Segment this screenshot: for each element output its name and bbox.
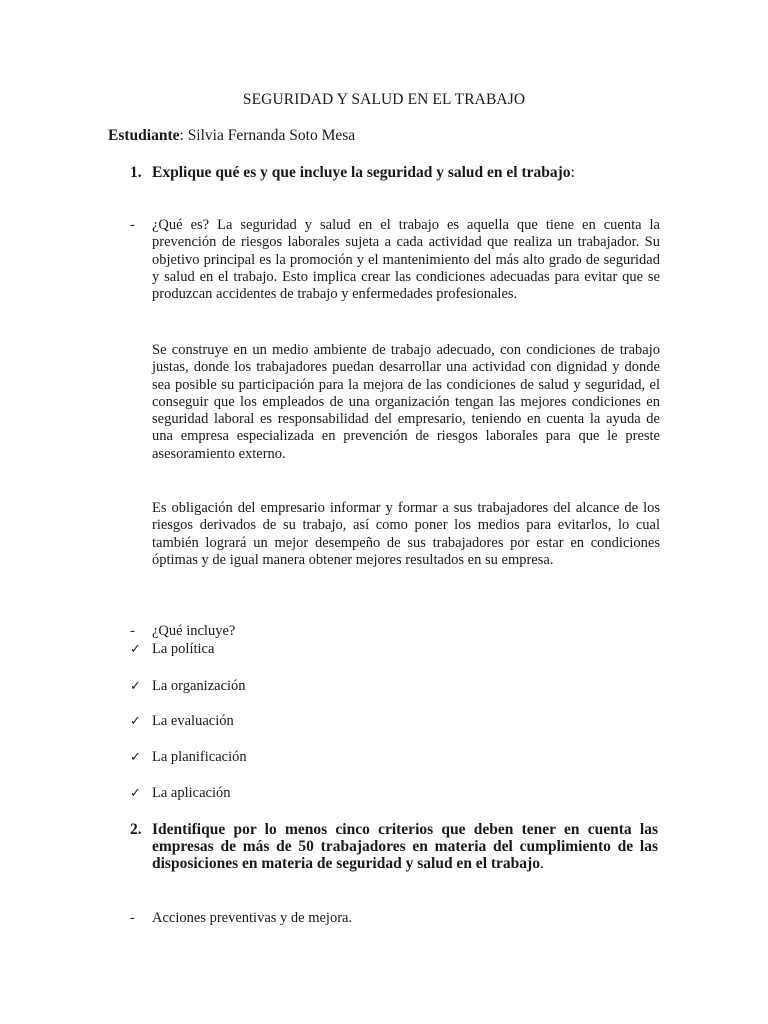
question-1 (130, 164, 658, 181)
paragraph-3: Es obligación del empresario informar y formar a sus trabajadores del alcance de los riesgos derivados de su trabajo, así como poner los medios para evitarlos, lo cual también logrará un mejor desempeño de sus trabajadores por estar en condiciones óptimas y de igual manera obtener mejores resultados en su empresa. (152, 500, 660, 568)
dash-marker: - (130, 623, 135, 639)
preventive-actions-label: Acciones preventivas y de mejora. (152, 910, 353, 926)
check-icon: ✓ (130, 642, 141, 657)
student-name: Silvia Fernanda Soto Mesa (187, 127, 356, 144)
check-icon: ✓ (130, 714, 141, 729)
dash-marker: - (130, 217, 135, 233)
question-2-number: 2. (130, 821, 142, 838)
question-1-number: 1. (130, 164, 142, 181)
paragraph-2: Se construye en un medio ambiente de trabajo adecuado, con condiciones de trabajo justas, donde los trabajadores puedan desarrollar una actividad con dignidad y donde sea posible su participación para la mejora de las condiciones de salud y seguridad, el conseguir que los empleados de una organización tengan las mejores condiciones en seguridad laboral es responsabilidad del empresario, teniendo en cuenta la ayuda de una empresa especializada en prevención de riesgos laborales para que le preste asesoramiento externo. (152, 342, 660, 462)
student-label: Estudiante (108, 127, 180, 144)
what-is-paragraph: ¿Qué es? La seguridad y salud en el trabajo es aquella que tiene en cuenta la prevención de riesgos laborales sujeta a cada actividad que realiza un trabajador. Su objetivo principal es la promoción y el mantenimiento del más alto grado de seguridad y salud en el trabajo. Esto implica crear las condiciones adecuadas para evitar que se produzcan accidentes de trabajo y enfermedades profesionales. (152, 217, 660, 303)
dash-marker: - (130, 910, 135, 926)
student-line (108, 127, 355, 145)
includes-label: ¿Qué incluye? (152, 623, 236, 639)
check-icon: ✓ (130, 786, 141, 801)
include-item-label: La evaluación (152, 713, 234, 729)
check-icon: ✓ (130, 679, 141, 694)
document-title: SEGURIDAD Y SALUD EN EL TRABAJO (242, 91, 526, 108)
question-2-suffix: . (539, 855, 544, 872)
question-2 (130, 821, 658, 872)
question-1-suffix: : (570, 164, 575, 181)
check-icon: ✓ (130, 750, 141, 765)
include-item-label: La aplicación (152, 785, 231, 801)
include-item-label: La política (152, 641, 215, 657)
question-2-text: Identifique por lo menos cinco criterios que deben tener en cuenta las empresas de más de 50 trabajadores en materia del cumplimiento de las disposiciones en materia de seguridad y salud en el trabajo (152, 821, 658, 872)
student-separator: : (179, 127, 184, 144)
include-item-label: La planificación (152, 749, 247, 765)
question-1-text: Explique qué es y que incluye la seguridad y salud en el trabajo (152, 164, 571, 181)
include-item-label: La organización (152, 678, 246, 694)
